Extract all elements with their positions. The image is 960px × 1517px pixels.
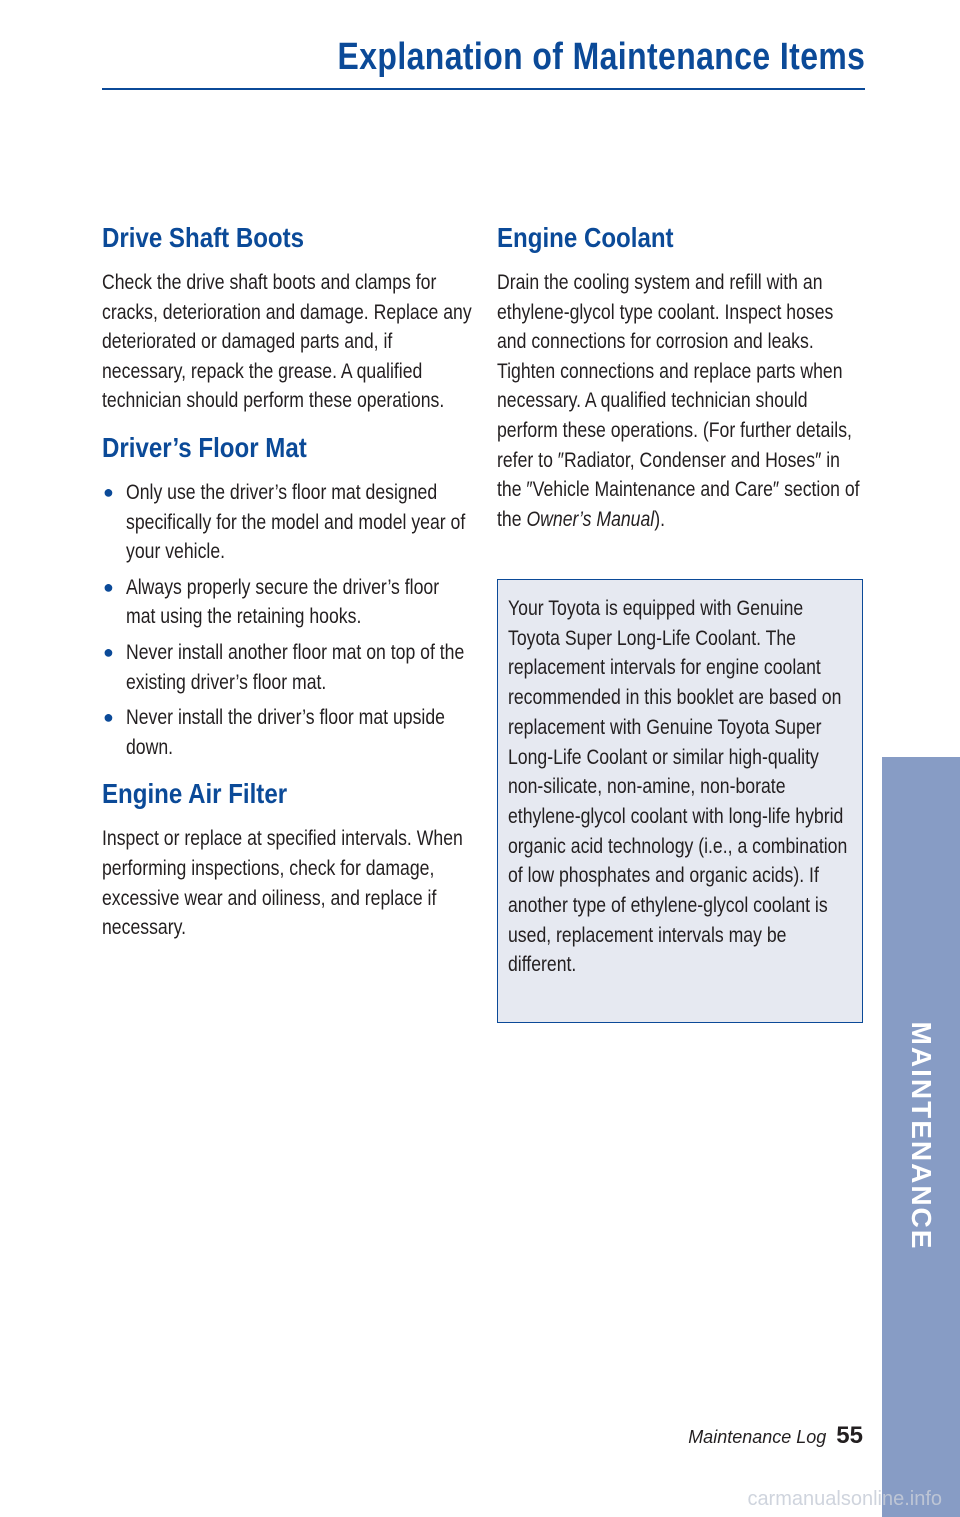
section-drive-shaft-boots bbox=[102, 222, 472, 416]
section-engine-coolant bbox=[497, 222, 865, 534]
page-number: 55 bbox=[836, 1422, 863, 1449]
coolant-body-close: ). bbox=[654, 507, 666, 531]
title-rule bbox=[102, 88, 865, 90]
bullet-dot-icon: ● bbox=[103, 481, 114, 502]
list-item bbox=[102, 703, 472, 762]
right-column bbox=[497, 222, 865, 550]
coolant-note-box bbox=[497, 579, 863, 1023]
list-item-text: Only use the driver’s floor mat designed specifically for the model and model year of your vehicle. bbox=[126, 480, 466, 564]
air-filter-heading: Engine Air Filter bbox=[102, 778, 288, 810]
coolant-note-text: Your Toyota is equipped with Genuine Toyota Super Long-Life Coolant. The replacement intervals for engine coolant recommended in this booklet are based on replacement with Genuine Toyota Super Long-Life Coolant or similar high-quality non-silicate, non-amine, non-borate ethylene-glycol coolant with long-life hybrid organic acid technology (i.e., a combination of low phosphates and organic acids). If another type of ethylene-glycol coolant is used, replacement intervals may be different. bbox=[508, 597, 848, 977]
coolant-heading: Engine Coolant bbox=[497, 222, 674, 253]
footer bbox=[688, 1422, 863, 1450]
list-item-text: Never install another floor mat on top of the existing driver’s floor mat. bbox=[126, 640, 465, 694]
side-tab-label: MAINTENANCE bbox=[906, 1021, 937, 1251]
coolant-body-text: Drain the cooling system and refill with an ethylene-glycol type coolant. Inspect hoses and connections for corrosion and leaks. Tighten connections and replace parts when necessary. A qualified technician should perform these operations. (For further details, refer to ″Radiator, Condenser and Hoses″ in the ″Vehicle Maintenance and Care″ section of the bbox=[497, 271, 860, 531]
bullet-dot-icon: ● bbox=[103, 641, 114, 662]
bullet-dot-icon: ● bbox=[103, 707, 114, 728]
section-floor-mat bbox=[102, 432, 472, 762]
air-filter-body: Inspect or replace at specified intervals. When performing inspections, check for damage, excessive wear and oiliness, and replace if necessary. bbox=[102, 827, 463, 940]
footer-label: Maintenance Log bbox=[688, 1427, 827, 1447]
floor-mat-heading: Driver’s Floor Mat bbox=[102, 431, 307, 463]
floor-mat-list bbox=[102, 478, 472, 762]
list-item-text: Never install the driver’s floor mat upside down. bbox=[126, 706, 445, 759]
list-item-text: Always properly secure the driver’s floor mat using the retaining hooks. bbox=[126, 575, 440, 629]
owners-manual-ref: Owner’s Manual bbox=[526, 507, 655, 531]
watermark: carmanualsonline.info bbox=[747, 1488, 942, 1510]
list-item bbox=[102, 573, 472, 632]
drive-shaft-heading: Drive Shaft Boots bbox=[102, 222, 305, 253]
bullet-dot-icon: ● bbox=[103, 576, 114, 597]
coolant-body bbox=[497, 268, 865, 534]
list-item bbox=[102, 478, 472, 567]
left-column bbox=[102, 222, 472, 959]
list-item bbox=[102, 638, 472, 697]
section-air-filter bbox=[102, 778, 472, 942]
page-title: Explanation of Maintenance Items bbox=[337, 36, 865, 78]
drive-shaft-body: Check the drive shaft boots and clamps for cracks, deterioration and damage. Replace any deteriorated or damaged parts and, if necessary, repack the grease. A qualified technician should perform these operations. bbox=[102, 271, 472, 413]
